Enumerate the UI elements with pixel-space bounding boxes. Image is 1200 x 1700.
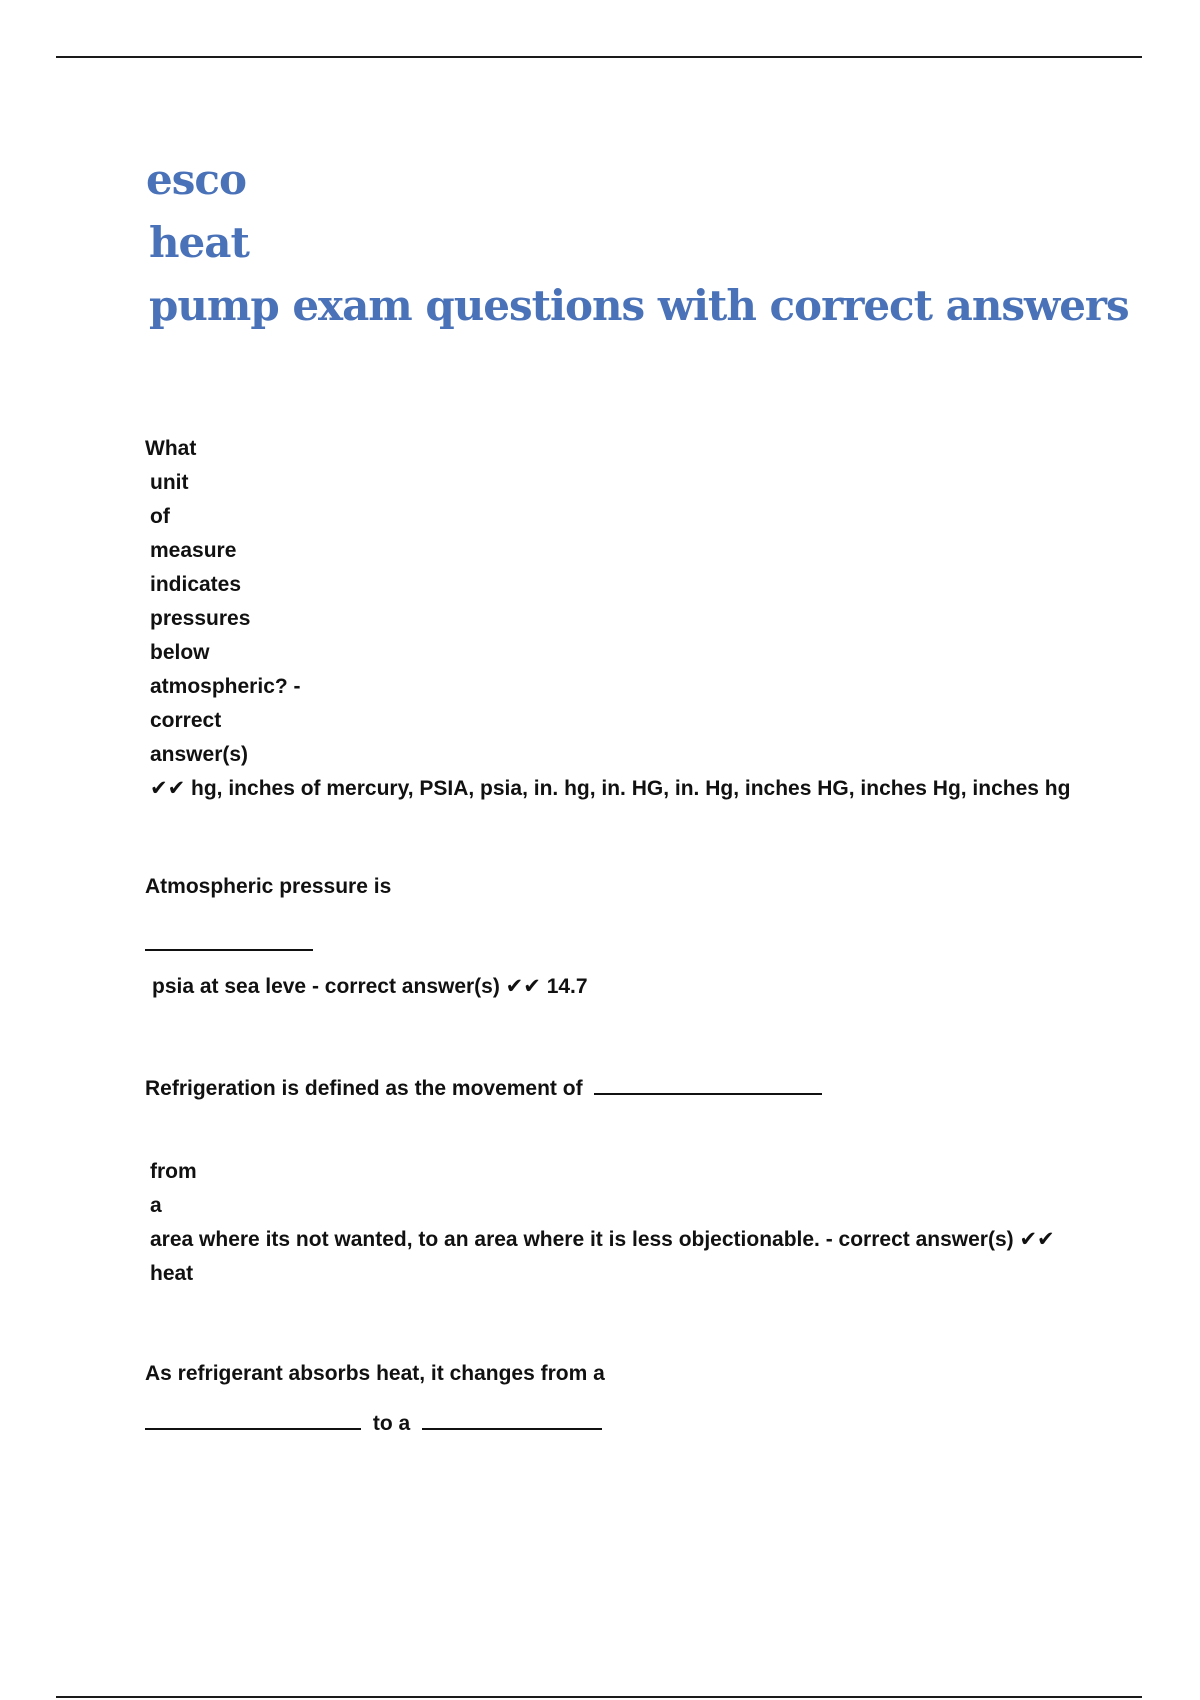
q3-prompt: Refrigeration is defined as the movement of <box>145 1077 583 1100</box>
q1-line: of <box>150 505 170 528</box>
question-3-continuation <box>145 1155 1055 1291</box>
q1-line: What <box>145 437 197 460</box>
q1-line: answer(s) <box>150 743 249 766</box>
q1-line: below <box>150 641 210 664</box>
q3-line: from <box>150 1160 197 1183</box>
q3-line: heat <box>150 1262 194 1285</box>
q1-line: measure <box>150 539 237 562</box>
question-4 <box>145 1357 605 1391</box>
q1-line: unit <box>150 471 189 494</box>
question-3 <box>145 1072 822 1106</box>
question-1 <box>145 432 1070 806</box>
q1-line: indicates <box>150 573 242 596</box>
q1-line: pressures <box>150 607 251 630</box>
header-rule <box>56 56 1142 58</box>
document-title <box>146 148 1129 337</box>
q2-prompt: Atmospheric pressure is <box>145 875 392 898</box>
question-2-continuation <box>145 970 588 1004</box>
q3-line: a <box>150 1194 162 1217</box>
title-line-3: pump exam questions with correct answers <box>149 281 1129 330</box>
footer-rule <box>56 1696 1142 1698</box>
q2-blank <box>145 948 313 951</box>
q4-prompt: As refrigerant absorbs heat, it changes from a <box>145 1362 605 1385</box>
q3-line: area where its not wanted, to an area where it is less objectionable. - correct answer(s) ✔✔ <box>150 1228 1055 1251</box>
q1-line: atmospheric? - <box>150 675 301 698</box>
q3-blank <box>594 1092 822 1095</box>
question-2 <box>145 870 391 904</box>
q4-blank-1 <box>145 1427 361 1430</box>
q1-line: correct <box>150 709 222 732</box>
q4-middle: to a <box>372 1412 411 1435</box>
q1-answer: ✔✔ hg, inches of mercury, PSIA, psia, in. hg, in. HG, in. Hg, inches HG, inches Hg, inches hg <box>150 777 1071 800</box>
title-line-2: heat <box>149 218 249 267</box>
q4-blank-2 <box>422 1427 602 1430</box>
question-4-blanks <box>145 1407 602 1441</box>
title-line-1: esco <box>146 155 246 204</box>
q2-continuation: psia at sea leve - correct answer(s) ✔✔ 14.7 <box>152 975 588 998</box>
